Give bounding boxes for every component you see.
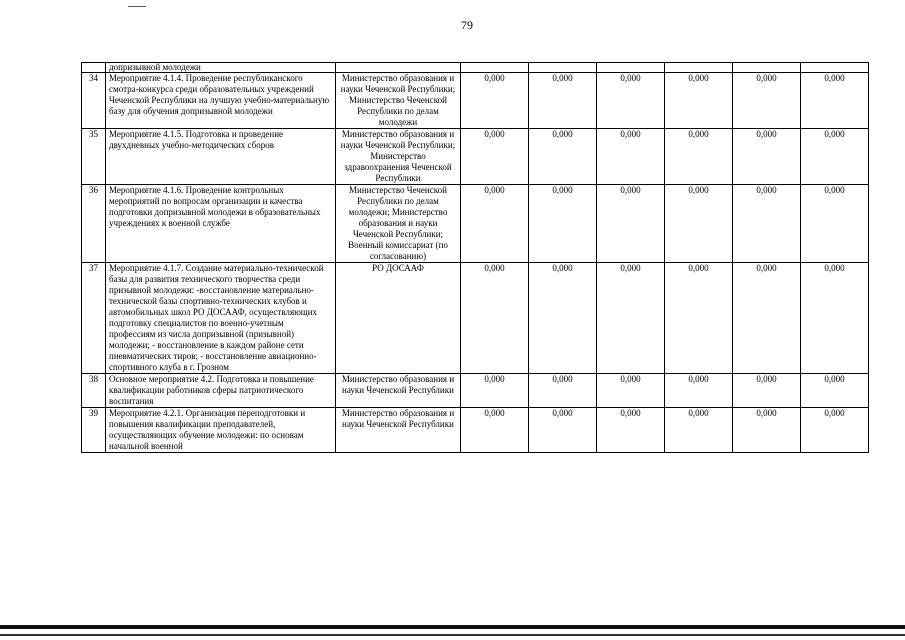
value-cell: 0,000 <box>733 263 801 374</box>
value-cell <box>801 63 869 73</box>
value-cell: 0,000 <box>461 374 529 408</box>
value-cell: 0,000 <box>665 374 733 408</box>
row-number: 34 <box>82 73 106 129</box>
value-cell: 0,000 <box>529 408 597 453</box>
row-responsible: Министерство образования и науки Чеченской Республики; Министерство здравоохранения Чеченской Республики <box>336 129 461 185</box>
value-cell: 0,000 <box>801 408 869 453</box>
row-description: Мероприятие 4.1.5. Подготовка и проведение двухдневных учебно-методических сборов <box>106 129 336 185</box>
value-cell: 0,000 <box>733 73 801 129</box>
value-cell: 0,000 <box>461 263 529 374</box>
table-row <box>82 263 869 374</box>
table-row <box>82 408 869 453</box>
value-cell <box>461 63 529 73</box>
row-description: Основное мероприятие 4.2. Подготовка и повышение квалификации работников сферы патриотического воспитания <box>106 374 336 408</box>
value-cell: 0,000 <box>733 374 801 408</box>
value-cell <box>597 63 665 73</box>
program-table <box>81 62 869 453</box>
value-cell: 0,000 <box>665 129 733 185</box>
table-row <box>82 185 869 263</box>
value-cell: 0,000 <box>597 185 665 263</box>
value-cell: 0,000 <box>801 73 869 129</box>
value-cell: 0,000 <box>665 263 733 374</box>
value-cell: 0,000 <box>597 73 665 129</box>
value-cell: 0,000 <box>529 185 597 263</box>
row-responsible: Министерство Чеченской Республики по делам молодежи; Министерство образования и науки Чеченской Республики; Военный комиссариат (по согласованию) <box>336 185 461 263</box>
value-cell: 0,000 <box>461 408 529 453</box>
value-cell: 0,000 <box>801 374 869 408</box>
scan-edge-bar <box>0 625 905 629</box>
row-number: 39 <box>82 408 106 453</box>
row-number: 37 <box>82 263 106 374</box>
value-cell: 0,000 <box>665 408 733 453</box>
value-cell <box>529 63 597 73</box>
value-cell: 0,000 <box>597 374 665 408</box>
row-responsible: РО ДОСААФ <box>336 263 461 374</box>
value-cell: 0,000 <box>801 129 869 185</box>
table-row <box>82 129 869 185</box>
row-description: допризывной молодежи <box>106 63 336 73</box>
row-description: Мероприятие 4.1.7. Создание материально-технической базы для развития технического творчества среди призывной молодежи: -восстановление материально-технической базы спортивно-технических клубов и автомобильных школ РО ДОСААФ, осуществляющих подготовку специалистов по военно-учетным профессиям из числа допризывной (призывной) молодежи; - восстановление в каждом районе сети пневматических тиров; - восстановление авиационно-спортивного клуба в г. Грозном <box>106 263 336 374</box>
value-cell: 0,000 <box>733 129 801 185</box>
scan-mark <box>128 6 146 7</box>
value-cell: 0,000 <box>733 408 801 453</box>
value-cell: 0,000 <box>529 263 597 374</box>
value-cell: 0,000 <box>597 263 665 374</box>
value-cell <box>733 63 801 73</box>
value-cell: 0,000 <box>529 129 597 185</box>
table-row <box>82 374 869 408</box>
row-description: Мероприятие 4.2.1. Организация переподготовки и повышения квалификации преподавателей, осуществляющих обучение молодежи: по основам начальной военной <box>106 408 336 453</box>
value-cell: 0,000 <box>529 374 597 408</box>
row-description: Мероприятие 4.1.4. Проведение республиканского смотра-конкурса среди образовательных учреждений Чеченской Республики на лучшую учебно-материальную базу для обучения допризывной молодежи <box>106 73 336 129</box>
scan-edge-bar <box>0 634 905 636</box>
row-responsible: Министерство образования и науки Чеченской Республики <box>336 408 461 453</box>
value-cell: 0,000 <box>461 185 529 263</box>
value-cell: 0,000 <box>529 73 597 129</box>
value-cell: 0,000 <box>461 73 529 129</box>
value-cell: 0,000 <box>665 185 733 263</box>
value-cell: 0,000 <box>597 129 665 185</box>
row-number: 35 <box>82 129 106 185</box>
table-row <box>82 73 869 129</box>
row-responsible <box>336 63 461 73</box>
row-number: 38 <box>82 374 106 408</box>
value-cell: 0,000 <box>461 129 529 185</box>
value-cell: 0,000 <box>733 185 801 263</box>
page-number: 79 <box>461 18 473 32</box>
value-cell: 0,000 <box>597 408 665 453</box>
value-cell: 0,000 <box>665 73 733 129</box>
table-row-continued <box>82 63 869 73</box>
row-number <box>82 63 106 73</box>
row-responsible: Министерство образования и науки Чеченской Республики <box>336 374 461 408</box>
value-cell <box>665 63 733 73</box>
row-number: 36 <box>82 185 106 263</box>
row-description: Мероприятие 4.1.6. Проведение контрольных мероприятий по вопросам организации и качества подготовки допризывной молодежи в образовательных учреждениях к военной службе <box>106 185 336 263</box>
value-cell: 0,000 <box>801 185 869 263</box>
value-cell: 0,000 <box>801 263 869 374</box>
row-responsible: Министерство образования и науки Чеченской Республики; Министерство Чеченской Республики по делам молодежи <box>336 73 461 129</box>
